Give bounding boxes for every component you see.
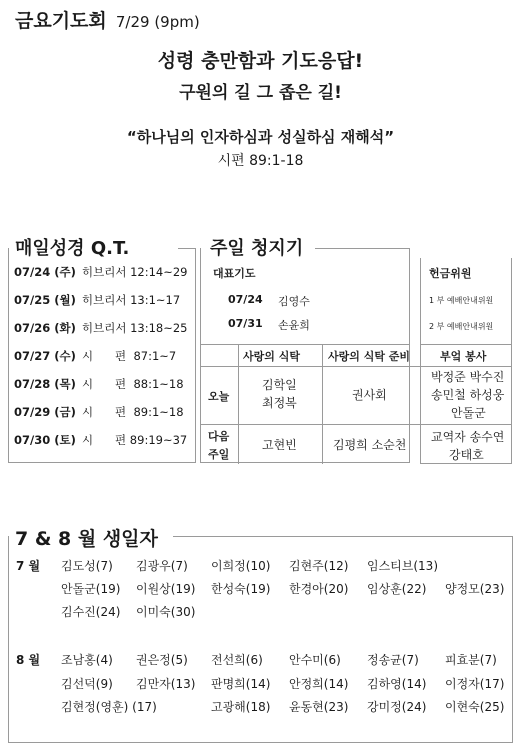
table-rule xyxy=(420,344,512,345)
qt-passage: 시 편 89:19~37 xyxy=(82,433,188,447)
birthday-entry: 고광해(18) xyxy=(211,700,271,714)
birthday-entry: 김만자(13) xyxy=(136,677,196,691)
birthday-entry: 김광우(7) xyxy=(136,559,188,573)
sermon-subtitle: “하나님의 인자하심과 성실하심 재해석” xyxy=(126,128,395,146)
birthday-entry: 이미숙(30) xyxy=(136,605,196,619)
row-label-next-2: 주일 xyxy=(208,448,230,461)
table-header-kitchen: 부엌 봉사 xyxy=(440,350,487,363)
qt-date: 07/25 (월) xyxy=(14,293,76,307)
qt-section-title: 매일성경 Q.T. xyxy=(15,238,130,259)
birthday-entry: 조남홍(4) xyxy=(61,653,113,667)
next-prep: 김평희 소순천 xyxy=(333,438,407,452)
birthday-entry: 안돌군(19) xyxy=(61,582,121,596)
birthdays-title: 7 & 8 월 생일자 xyxy=(15,528,158,550)
qt-row xyxy=(14,376,184,392)
birthday-entry: 김현주(12) xyxy=(289,559,349,573)
birthday-entry: 윤동현(23) xyxy=(289,700,349,714)
birthday-entry: 김수진(24) xyxy=(61,605,121,619)
sermon-title-line2: 구원의 길 그 좁은 길! xyxy=(179,83,342,103)
offering-role: 2 부 예배안내위원 xyxy=(429,322,494,331)
table-rule xyxy=(322,344,323,464)
table-rule xyxy=(420,463,512,464)
qt-date: 07/24 (주) xyxy=(14,265,76,279)
qt-row xyxy=(14,348,176,364)
prayer-name: 김영수 xyxy=(278,295,310,308)
today-kitchen-3: 안돌군 xyxy=(451,406,486,420)
birthday-entry: 임상훈(22) xyxy=(367,582,427,596)
prayer-name: 손윤희 xyxy=(278,319,310,332)
table-rule xyxy=(200,424,512,425)
birthday-entry: 한성숙(19) xyxy=(211,582,271,596)
birthday-entry: 한경아(20) xyxy=(289,582,349,596)
birthday-entry: 이희정(10) xyxy=(211,559,271,573)
birthday-entry: 이정자(17) xyxy=(445,677,505,691)
today-meal-1: 김학일 xyxy=(262,378,297,392)
qt-passage: 히브리서 13:1~17 xyxy=(82,293,181,307)
birthday-entry: 안정희(14) xyxy=(289,677,349,691)
birthday-entry: 임스티브(13) xyxy=(367,559,439,573)
sermon-title-line1: 성령 충만함과 기도응답! xyxy=(157,50,364,72)
birthday-entry: 이원상(19) xyxy=(136,582,196,596)
birthday-entry: 양정모(23) xyxy=(445,582,505,596)
table-rule xyxy=(511,258,512,464)
table-rule xyxy=(200,366,512,367)
next-meal: 고현빈 xyxy=(262,438,297,452)
qt-date: 07/27 (수) xyxy=(14,349,76,363)
qt-date: 07/30 (토) xyxy=(14,433,76,447)
birthday-entry: 안수미(6) xyxy=(289,653,341,667)
birthday-entry: 피효분(7) xyxy=(445,653,497,667)
row-label-today: 오늘 xyxy=(208,390,230,403)
service-title: 금요기도회 xyxy=(15,10,107,32)
service-date: 7/29 (9pm) xyxy=(115,13,200,31)
qt-row xyxy=(14,292,180,308)
prayer-header: 대표기도 xyxy=(213,267,256,280)
qt-row xyxy=(14,264,188,280)
birthday-entry: 정송균(7) xyxy=(367,653,419,667)
qt-passage: 시 편 89:1~18 xyxy=(82,405,184,419)
birthday-entry: 권은정(5) xyxy=(136,653,188,667)
qt-passage: 시 편 87:1~7 xyxy=(82,349,177,363)
table-rule xyxy=(238,344,239,464)
stewards-section-title: 주일 청지기 xyxy=(210,238,304,259)
birthday-entry: 판명희(14) xyxy=(211,677,271,691)
table-rule xyxy=(420,258,421,464)
birthday-entry: 이현숙(25) xyxy=(445,700,505,714)
prayer-date: 07/31 xyxy=(228,317,263,330)
qt-row xyxy=(14,404,184,420)
birthday-entry: 강미정(24) xyxy=(367,700,427,714)
offering-header: 헌금위원 xyxy=(429,267,472,280)
next-kitchen-2: 강태호 xyxy=(449,448,484,462)
birthday-entry: 전선희(6) xyxy=(211,653,263,667)
qt-passage: 히브리서 12:14~29 xyxy=(82,265,188,279)
sermon-scripture: 시편 89:1-18 xyxy=(217,153,304,169)
month-label-august: 8 월 xyxy=(16,653,41,667)
next-kitchen-1: 교역자 송수연 xyxy=(431,430,505,444)
birthday-entry: 김현정(영훈) (17) xyxy=(61,700,157,714)
qt-passage: 시 편 88:1~18 xyxy=(82,377,184,391)
table-rule xyxy=(200,344,410,345)
qt-box xyxy=(8,248,196,463)
month-label-july: 7 월 xyxy=(16,559,41,573)
birthday-entry: 김선덕(9) xyxy=(61,677,113,691)
qt-row xyxy=(14,320,188,336)
today-kitchen-1: 박정준 박수진 xyxy=(431,370,505,384)
qt-row xyxy=(14,432,187,448)
qt-date: 07/26 (화) xyxy=(14,321,76,335)
today-meal-2: 최정복 xyxy=(262,396,297,410)
qt-passage: 히브리서 13:18~25 xyxy=(82,321,188,335)
bulletin-header xyxy=(15,6,200,33)
row-label-next-1: 다음 xyxy=(208,430,230,443)
table-header-meal: 사랑의 식탁 xyxy=(243,350,300,363)
offering-role: 1 부 예배안내위원 xyxy=(429,296,494,305)
qt-date: 07/28 (목) xyxy=(14,377,76,391)
today-kitchen-2: 송민철 하성웅 xyxy=(431,388,505,402)
birthday-entry: 김하영(14) xyxy=(367,677,427,691)
today-prep: 권사회 xyxy=(352,388,387,402)
prayer-date: 07/24 xyxy=(228,293,263,306)
table-header-prep: 사랑의 식탁 준비 xyxy=(328,350,411,363)
qt-date: 07/29 (금) xyxy=(14,405,76,419)
birthday-entry: 김도성(7) xyxy=(61,559,113,573)
